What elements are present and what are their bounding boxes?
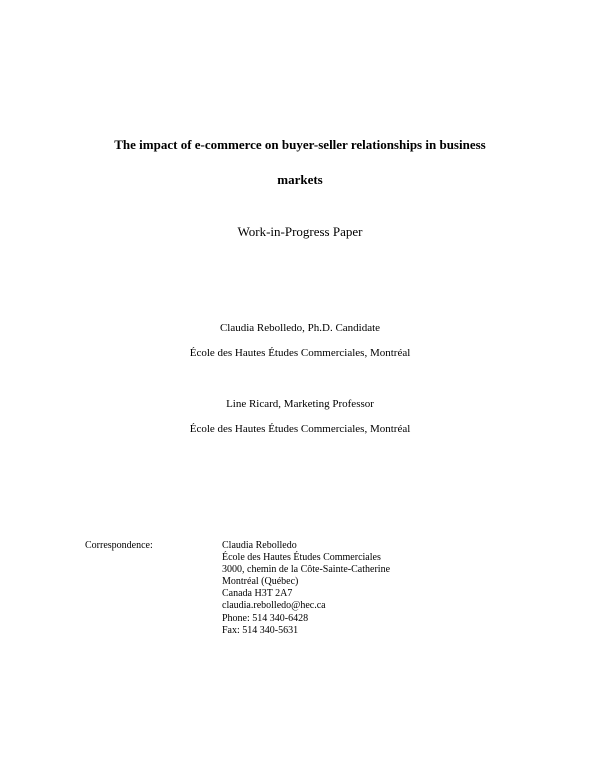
correspondence-address: [222, 540, 390, 637]
paper-title-line-1: The impact of e-commerce on buyer-seller relationships in business: [114, 137, 486, 152]
correspondence-name: Claudia Rebolledo: [222, 540, 297, 551]
correspondence-email: claudia.rebolledo@hec.ca: [222, 600, 326, 612]
author-2-affiliation: École des Hautes Études Commerciales, Montréal: [189, 423, 411, 435]
correspondence-postal: Canada H3T 2A7: [222, 588, 293, 600]
correspondence-street: 3000, chemin de la Côte-Sainte-Catherine: [222, 564, 391, 576]
author-2-name-role: Line Ricard, Marketing Professor: [226, 398, 374, 410]
correspondence-institution: École des Hautes Études Commerciales: [222, 552, 381, 564]
paper-subtitle: Work-in-Progress Paper: [237, 224, 363, 239]
correspondence-phone: Phone: 514 340-6428: [222, 612, 309, 624]
author-1-affiliation: École des Hautes Études Commerciales, Montréal: [189, 347, 411, 359]
paper-title-line-2: markets: [277, 172, 323, 187]
correspondence-label: Correspondence:: [85, 540, 153, 551]
correspondence-fax: Fax: 514 340-5631: [222, 624, 299, 636]
correspondence-city: Montréal (Québec): [222, 576, 299, 588]
author-1-name-role: Claudia Rebolledo, Ph.D. Candidate: [219, 322, 381, 334]
